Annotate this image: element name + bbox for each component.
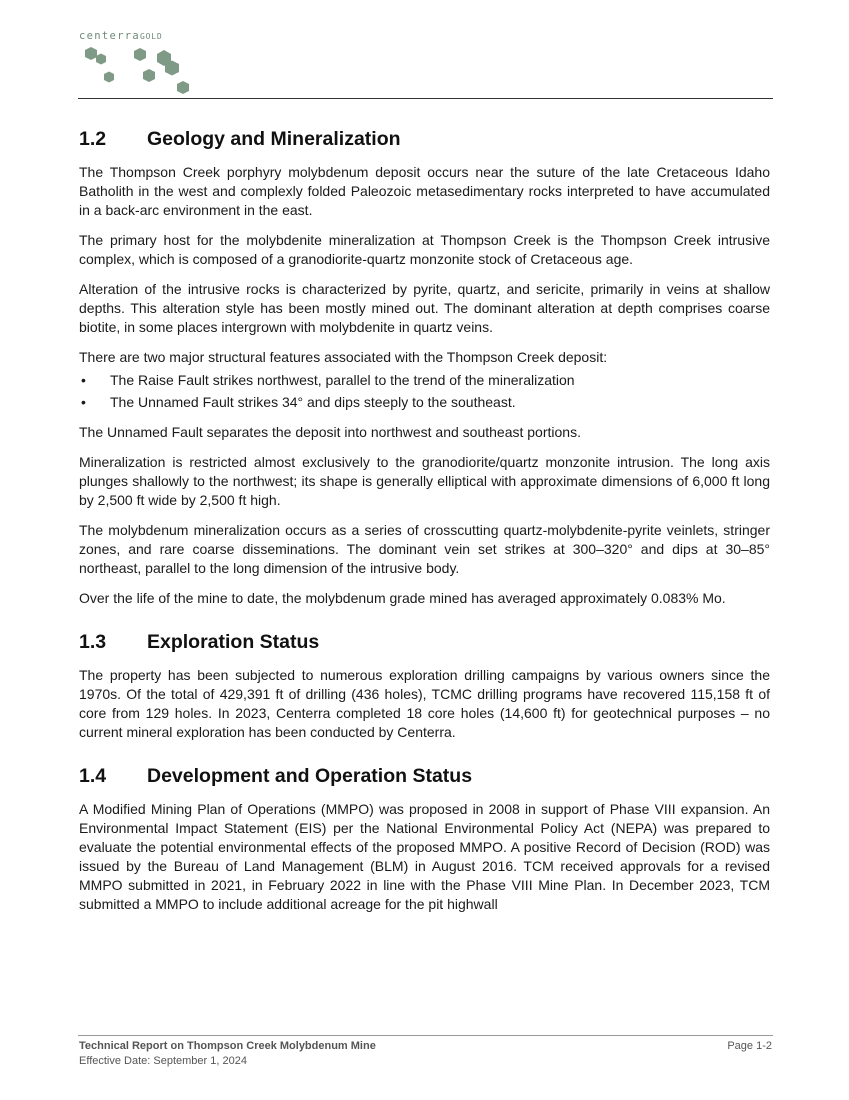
section-title: Geology and Mineralization (147, 128, 401, 150)
paragraph: The molybdenum mineralization occurs as a series of crosscutting quartz-molybdenite-pyrite veinlets, stringer zones, and rare coarse disseminations. The dominant vein set strikes at 300–320° and dips at 30–85° northeast, parallel to the long dimension of the intrusive body. (79, 522, 770, 576)
footer-divider (78, 1035, 773, 1036)
bullet-glyph: • (81, 394, 86, 410)
paragraph: A Modified Mining Plan of Operations (MMPO) was proposed in 2008 in support of Phase VIII expansion. An Environmental Impact Statement (EIS) per the National Environmental Policy Act (NEPA) was prepared to evaluate the potential environmental effects of the proposed MMPO. A positive Record of Decision (ROD) was issued by the Bureau of Land Management (BLM) in August 2016. TCM received approvals for a revised MMPO submitted in 2021, in February 2022 in line with the Phase VIII Mine Plan. In December 2023, TCM submitted a MMPO to include additional acreage for the pit highwall (79, 801, 770, 912)
paragraph: Mineralization is restricted almost exclusively to the granodiorite/quartz monzonite intrusion. The long axis plunges shallowly to the northwest; its shape is generally elliptical with approximate dimensions of 6,000 ft long by 2,500 ft wide by 2,500 ft high. (79, 454, 770, 508)
list-item (79, 393, 770, 412)
section-heading-1-3 (79, 629, 770, 655)
hexagon-1 (85, 47, 97, 60)
company-logo (79, 30, 209, 96)
section-number: 1.4 (79, 765, 107, 787)
page-number: Page 1-2 (727, 1040, 772, 1052)
paragraph: The property has been subjected to numerous exploration drilling campaigns by various owners since the 1970s. Of the total of 429,391 ft of drilling (436 holes), TCMC drilling programs have recovered 115,158 ft of core from 129 holes. In 2023, Centerra completed 18 core holes (14,600 ft) for geotechnical purposes – no current mineral exploration has been conducted by Centerra. (79, 667, 770, 740)
section-title: Exploration Status (147, 631, 320, 653)
section-number: 1.2 (79, 128, 107, 150)
hexagon-cluster-icon (79, 44, 209, 96)
logo-word: centerra (79, 30, 140, 42)
hexagon-4 (134, 48, 146, 61)
section-heading-1-4 (79, 763, 770, 789)
logo-suffix: GOLD (139, 32, 163, 41)
hexagon-8 (177, 81, 189, 94)
list-item-text: The Unnamed Fault strikes 34° and dips steeply to the southeast. (110, 394, 516, 410)
list-item-text: The Raise Fault strikes northwest, parallel to the trend of the mineralization (110, 372, 575, 388)
section-heading-1-2 (79, 126, 770, 152)
section-title: Development and Operation Status (147, 765, 473, 787)
document-body (79, 126, 770, 925)
footer-report-title: Technical Report on Thompson Creek Molybdenum Mine (79, 1040, 376, 1052)
paragraph: Over the life of the mine to date, the molybdenum grade mined has averaged approximately 0.083% Mo. (79, 590, 726, 606)
hexagon-3 (104, 72, 114, 83)
footer-effective-date: Effective Date: September 1, 2024 (79, 1055, 247, 1067)
paragraph: The primary host for the molybdenite mineralization at Thompson Creek is the Thompson Creek intrusive complex, which is composed of a granodiorite-quartz monzonite stock of Cretaceous age. (79, 232, 770, 267)
hexagon-5 (143, 69, 155, 82)
hexagon-2 (96, 54, 106, 65)
logo-wordmark (79, 30, 162, 42)
paragraph: The Unnamed Fault separates the deposit into northwest and southeast portions. (79, 424, 581, 440)
bullet-glyph: • (81, 372, 86, 388)
paragraph: The Thompson Creek porphyry molybdenum deposit occurs near the suture of the late Cretaceous Idaho Batholith in the west and complexly folded Paleozoic metasedimentary rocks interpreted to have accumulated in a back-arc environment in the east. (79, 164, 770, 218)
paragraph: There are two major structural features associated with the Thompson Creek deposit: (79, 349, 608, 365)
header-divider (78, 98, 773, 99)
bullet-list (79, 371, 770, 412)
section-number: 1.3 (79, 631, 107, 653)
list-item (79, 371, 770, 390)
paragraph: Alteration of the intrusive rocks is characterized by pyrite, quartz, and sericite, primarily in veins at shallow depths. This alteration style has been mostly mined out. The dominant alteration at depth comprises coarse biotite, in some places intergrown with molybdenite in quartz veins. (79, 281, 770, 335)
